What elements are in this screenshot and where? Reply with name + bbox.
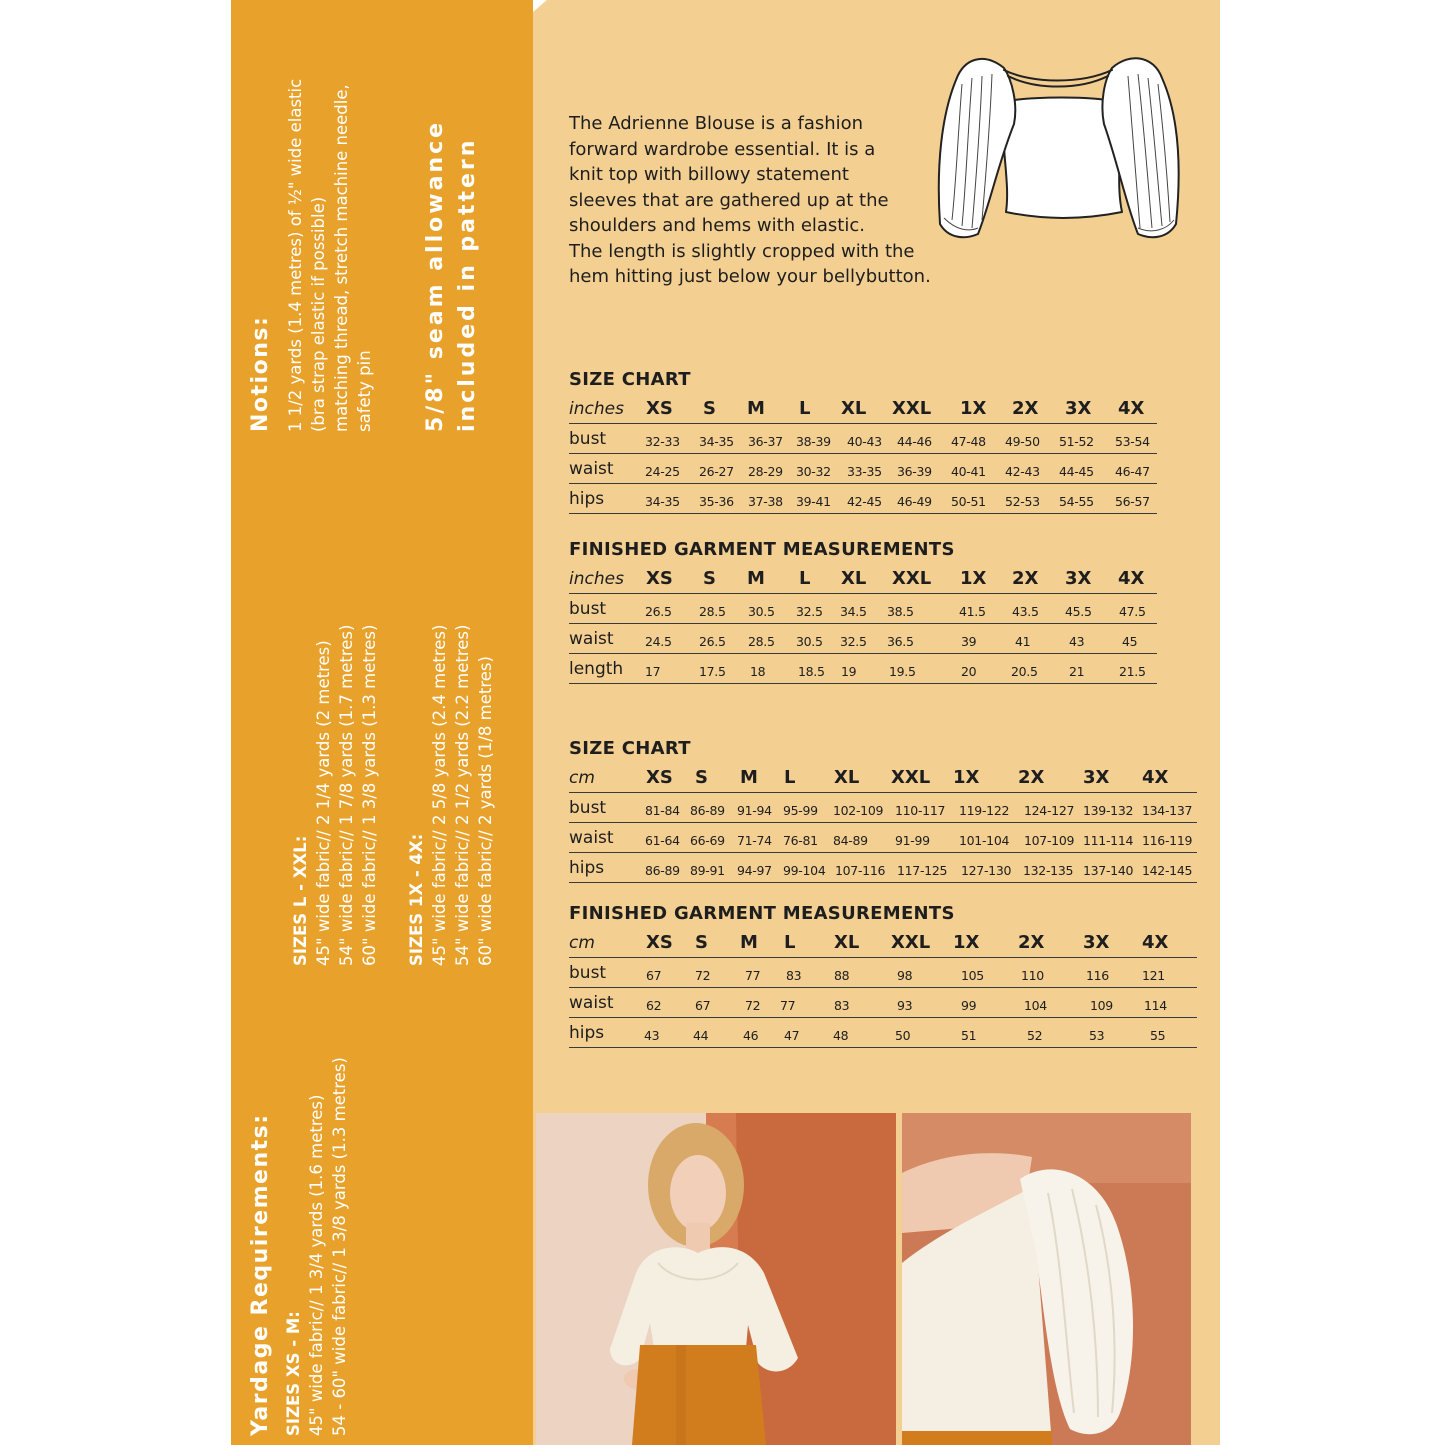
table-cell: 62 [646, 998, 662, 1013]
notions-line: (bra strap elastic if possible) [309, 196, 328, 432]
table-cell: 48 [833, 1028, 849, 1043]
table-cell: 142-145 [1142, 863, 1193, 878]
table-cell: 42-45 [847, 494, 882, 509]
table-cell: 46-47 [1115, 464, 1150, 479]
table-cell: 28-29 [748, 464, 783, 479]
description-line: The Adrienne Blouse is a fashion [569, 113, 864, 134]
table-cell: 107-116 [835, 863, 886, 878]
table-cell: 51 [961, 1028, 977, 1043]
description [569, 111, 969, 290]
table-cell: 107-109 [1024, 833, 1075, 848]
notions-block [246, 79, 376, 432]
table-cell: 19.5 [889, 664, 916, 679]
unit-label: inches [569, 399, 624, 419]
table-cell: 28.5 [748, 634, 775, 649]
table-cell: 41.5 [959, 604, 986, 619]
size-header: 3X [1083, 932, 1110, 953]
table-cell: 45 [1122, 634, 1138, 649]
table-cell: 42-43 [1005, 464, 1040, 479]
table-cell: 95-99 [783, 803, 818, 818]
size-header: S [695, 932, 708, 953]
table-cell: 49-50 [1005, 434, 1040, 449]
table-cell: 76-81 [783, 833, 818, 848]
size-header: 4X [1142, 932, 1169, 953]
size-header: L [799, 398, 811, 419]
seam-allowance-line: 5/8" seam allowance [423, 119, 448, 432]
table-cell: 21 [1069, 664, 1085, 679]
yardage-line: 54" wide fabric// 1 7/8 yards (1.7 metres) [337, 624, 356, 966]
table-cell: 77 [780, 998, 796, 1013]
size-header: 3X [1065, 568, 1092, 589]
table-cell: 17 [645, 664, 661, 679]
table-cell: 119-122 [959, 803, 1010, 818]
table-cell: 86-89 [690, 803, 725, 818]
table-cell: 98 [897, 968, 913, 983]
table-cell: 47.5 [1119, 604, 1146, 619]
row-label: bust [569, 798, 607, 818]
table-cell: 30.5 [796, 634, 823, 649]
table-title: SIZE CHART [569, 369, 691, 390]
yardage-heading: Yardage Requirements: [248, 1113, 273, 1436]
table-cell: 46 [743, 1028, 759, 1043]
size-header: XXL [891, 767, 931, 788]
table-cell: 137-140 [1083, 863, 1134, 878]
table-cell: 56-57 [1115, 494, 1150, 509]
yardage-line: 54 - 60" wide fabric// 1 3/8 yards (1.3 metres) [330, 1057, 349, 1436]
table-cell: 36-39 [897, 464, 932, 479]
table-cell: 117-125 [897, 863, 948, 878]
table-cell: 34-35 [699, 434, 734, 449]
table-cell: 24-25 [645, 464, 680, 479]
notions-line: matching thread, stretch machine needle, [332, 84, 351, 432]
yardage-line: 45" wide fabric// 2 5/8 yards (2.4 metres) [430, 624, 449, 966]
table-cell: 43 [644, 1028, 660, 1043]
size-header: 3X [1083, 767, 1110, 788]
unit-label: cm [569, 768, 595, 788]
yardage-line: 45" wide fabric// 1 3/4 yards (1.6 metres) [307, 1094, 326, 1436]
table-cell: 44-45 [1059, 464, 1094, 479]
table-cell: 41 [1015, 634, 1031, 649]
table-cell: 34-35 [645, 494, 680, 509]
table-cell: 53-54 [1115, 434, 1150, 449]
size-header: S [703, 568, 716, 589]
table-cell: 71-74 [737, 833, 772, 848]
size-header: S [703, 398, 716, 419]
table-cell: 26.5 [645, 604, 672, 619]
table-cell: 30.5 [748, 604, 775, 619]
table-cell: 17.5 [699, 664, 726, 679]
description-line: knit top with billowy statement [569, 164, 849, 185]
notions-line: safety pin [355, 350, 374, 432]
size-header: XS [646, 932, 673, 953]
size-header: 1X [953, 932, 980, 953]
table-cell: 20 [961, 664, 977, 679]
table-cell: 83 [834, 998, 850, 1013]
table-cell: 104 [1024, 998, 1047, 1013]
table-cell: 93 [897, 998, 913, 1013]
table-cell: 66-69 [690, 833, 725, 848]
table-cell: 20.5 [1011, 664, 1038, 679]
table-cell: 44-46 [897, 434, 932, 449]
table-cell: 24.5 [645, 634, 672, 649]
yardage-group [289, 625, 381, 966]
size-header: 2X [1012, 398, 1039, 419]
size-header: XL [834, 767, 860, 788]
row-label: bust [569, 963, 607, 983]
row-label: bust [569, 429, 607, 449]
table-title: FINISHED GARMENT MEASUREMENTS [569, 903, 955, 924]
table-cell: 91-94 [737, 803, 772, 818]
table-cell: 134-137 [1142, 803, 1193, 818]
yardage-block [246, 1057, 351, 1436]
table-cell: 114 [1144, 998, 1167, 1013]
page-corner [533, 0, 547, 12]
table-cell: 43 [1069, 634, 1085, 649]
size-header: 2X [1018, 932, 1045, 953]
unit-label: cm [569, 933, 595, 953]
table-cell: 44 [693, 1028, 709, 1043]
description-line: The length is slightly cropped with the [569, 240, 915, 262]
table-cell: 88 [834, 968, 850, 983]
yardage-line: 60" wide fabric// 2 yards (1/8 metres) [476, 656, 495, 966]
table-cell: 50-51 [951, 494, 986, 509]
yardage-line: 54" wide fabric// 2 1/2 yards (2.2 metres) [453, 624, 472, 966]
size-header: 4X [1118, 568, 1145, 589]
description-line: shoulders and hems with elastic. [569, 215, 865, 236]
table-cell: 40-43 [847, 434, 882, 449]
size-header: L [784, 932, 796, 953]
model-photo-sleeve [902, 1113, 1191, 1445]
row-label: waist [569, 629, 614, 649]
table-cell: 99 [961, 998, 977, 1013]
table-cell: 54-55 [1059, 494, 1094, 509]
table-cell: 32.5 [840, 634, 867, 649]
table-cell: 47-48 [951, 434, 986, 449]
table-cell: 47 [784, 1028, 800, 1043]
blouse-illustration [932, 44, 1182, 249]
yardage-size-label: SIZES XS - M: [284, 1311, 303, 1436]
size-header: 4X [1118, 398, 1145, 419]
table-cell: 91-99 [895, 833, 930, 848]
unit-label: inches [569, 569, 624, 589]
size-header: M [747, 398, 765, 419]
table-cell: 52-53 [1005, 494, 1040, 509]
table-cell: 102-109 [833, 803, 884, 818]
size-header: L [799, 568, 811, 589]
seam-allowance-block [420, 120, 484, 432]
size-header: 3X [1065, 398, 1092, 419]
table-cell: 86-89 [645, 863, 680, 878]
table-cell: 51-52 [1059, 434, 1094, 449]
table-cell: 132-135 [1023, 863, 1074, 878]
size-header: 2X [1012, 568, 1039, 589]
table-cell: 39 [961, 634, 977, 649]
table-cell: 109 [1090, 998, 1113, 1013]
table-cell: 38-39 [796, 434, 831, 449]
table-cell: 110-117 [895, 803, 946, 818]
size-header: L [784, 767, 796, 788]
table-cell: 39-41 [796, 494, 831, 509]
table-cell: 83 [786, 968, 802, 983]
table-cell: 30-32 [796, 464, 831, 479]
size-header: XXL [892, 568, 932, 589]
notions-line: 1 1/2 yards (1.4 metres) of ½" wide elastic [286, 78, 305, 432]
description-line: sleeves that are gathered up at the [569, 189, 889, 211]
table-cell: 35-36 [699, 494, 734, 509]
size-header: M [740, 932, 758, 953]
table-cell: 84-89 [833, 833, 868, 848]
size-header: 1X [953, 767, 980, 788]
size-header: 4X [1142, 767, 1169, 788]
description-line: hem hitting just below your bellybutton. [569, 266, 931, 287]
model-photo-front [536, 1113, 896, 1445]
size-header: 1X [960, 568, 987, 589]
size-header: 2X [1018, 767, 1045, 788]
table-cell: 110 [1021, 968, 1044, 983]
table-cell: 81-84 [645, 803, 680, 818]
size-header: XXL [891, 932, 931, 953]
table-cell: 72 [695, 968, 711, 983]
table-cell: 43.5 [1012, 604, 1039, 619]
size-header: XS [646, 568, 673, 589]
row-label: waist [569, 828, 614, 848]
table-cell: 50 [895, 1028, 911, 1043]
row-label: hips [569, 858, 605, 878]
size-header: M [747, 568, 765, 589]
table-cell: 21.5 [1119, 664, 1146, 679]
table-cell: 89-91 [690, 863, 725, 878]
table-cell: 116-119 [1142, 833, 1193, 848]
row-label: length [569, 659, 624, 679]
table-cell: 26-27 [699, 464, 734, 479]
table-cell: 124-127 [1024, 803, 1075, 818]
size-header: 1X [960, 398, 987, 419]
table-cell: 18 [750, 664, 766, 679]
yardage-line: 60" wide fabric// 1 3/8 yards (1.3 metres) [360, 624, 379, 966]
table-cell: 99-104 [783, 863, 826, 878]
size-header: XL [841, 398, 867, 419]
table-cell: 67 [695, 998, 711, 1013]
table-cell: 19 [841, 664, 857, 679]
table-cell: 55 [1150, 1028, 1166, 1043]
size-header: XS [646, 398, 673, 419]
row-label: waist [569, 993, 614, 1013]
row-label: hips [569, 489, 605, 509]
table-cell: 36-37 [748, 434, 783, 449]
table-cell: 32.5 [796, 604, 823, 619]
size-header: XL [834, 932, 860, 953]
yardage-group [405, 625, 497, 966]
table-cell: 33-35 [847, 464, 882, 479]
table-cell: 34.5 [840, 604, 867, 619]
yardage-size-label: SIZES L - XXL: [291, 835, 310, 966]
yardage-size-label: SIZES 1X - 4X: [407, 833, 426, 966]
table-cell: 38.5 [887, 604, 914, 619]
table-cell: 32-33 [645, 434, 680, 449]
size-header: S [695, 767, 708, 788]
table-cell: 94-97 [737, 863, 772, 878]
notions-heading: Notions: [248, 315, 273, 432]
table-title: SIZE CHART [569, 738, 691, 759]
table-cell: 111-114 [1083, 833, 1134, 848]
table-cell: 46-49 [897, 494, 932, 509]
table-cell: 26.5 [699, 634, 726, 649]
table-cell: 139-132 [1083, 803, 1134, 818]
table-cell: 61-64 [645, 833, 680, 848]
table-cell: 45.5 [1065, 604, 1092, 619]
yardage-line: 45" wide fabric// 2 1/4 yards (2 metres) [314, 640, 333, 966]
row-label: waist [569, 459, 614, 479]
table-cell: 40-41 [951, 464, 986, 479]
table-cell: 28.5 [699, 604, 726, 619]
table-cell: 121 [1142, 968, 1165, 983]
size-header: XL [841, 568, 867, 589]
description-line: forward wardrobe essential. It is a [569, 138, 876, 160]
table-cell: 36.5 [887, 634, 914, 649]
table-cell: 72 [745, 998, 761, 1013]
table-cell: 67 [646, 968, 662, 983]
table-cell: 116 [1086, 968, 1109, 983]
size-header: M [740, 767, 758, 788]
size-header: XS [646, 767, 673, 788]
table-cell: 37-38 [748, 494, 783, 509]
row-label: hips [569, 1023, 605, 1043]
table-cell: 127-130 [961, 863, 1012, 878]
row-label: bust [569, 599, 607, 619]
table-cell: 105 [961, 968, 984, 983]
table-cell: 18.5 [798, 664, 825, 679]
table-cell: 53 [1089, 1028, 1105, 1043]
table-cell: 77 [745, 968, 761, 983]
table-cell: 101-104 [959, 833, 1010, 848]
table-cell: 52 [1027, 1028, 1043, 1043]
size-header: XXL [892, 398, 932, 419]
seam-allowance-line: included in pattern [455, 137, 480, 432]
table-title: FINISHED GARMENT MEASUREMENTS [569, 539, 955, 560]
